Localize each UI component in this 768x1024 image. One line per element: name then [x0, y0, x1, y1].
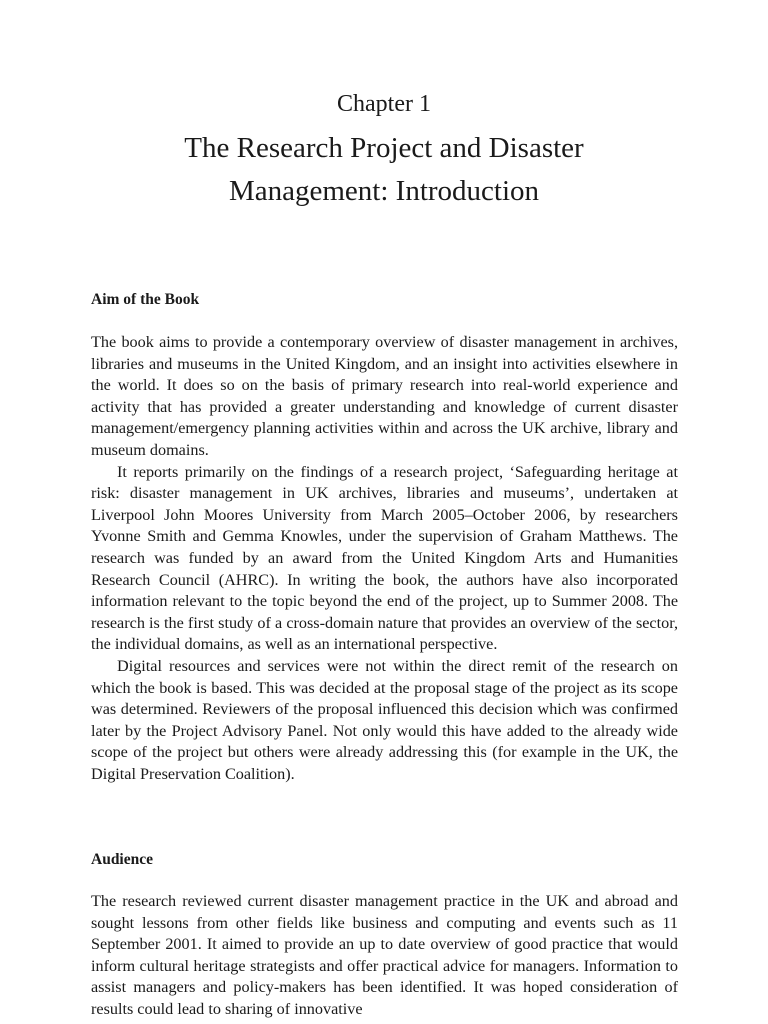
chapter-title	[0, 127, 768, 213]
paragraph: Digital resources and services were not within the direct remit of the research on which the book is based. This was decided at the proposal stage of the project as its scope was determined. Reviewers of the proposal influenced this decision which was confirmed later by the Project Advisory Panel. Not only would this have added to the already wide scope of the project but others were already addressing this (for example in the UK, the Digital Preservation Coalition).	[91, 656, 678, 783]
section-body-audience	[91, 891, 678, 1021]
paragraph: It reports primarily on the findings of a research project, ‘Safeguarding heritage at risk: disaster management in UK archives, libraries and museums’, undertaken at Liverpool John Moores University from March 2005–October 2006, by researchers Yvonne Smith and Gemma Knowles, under the supervision of Graham Matthews. The research was funded by an award from the United Kingdom Arts and Humanities Research Council (AHRC). In writing the book, the authors have also incorporated information relevant to the topic beyond the end of the project, up to Summer 2008. The research is the first study of a cross-domain nature that provides an overview of the sector, the individual domains, as well as an international perspective.	[91, 462, 678, 654]
section-body-aim	[91, 332, 678, 785]
chapter-title-line-1: The Research Project and Disaster	[184, 132, 584, 164]
chapter-label: Chapter 1	[337, 91, 431, 117]
paragraph: The book aims to provide a contemporary overview of disaster management in archives, libraries and museums in the United Kingdom, and an insight into activities elsewhere in the world. It does so on the basis of primary research into real-world experience and activity that has provided a greater understanding and knowledge of current disaster management/emergency planning activities within and across the UK archive, library and museum domains.	[91, 333, 678, 459]
chapter-title-line-2: Management: Introduction	[228, 175, 540, 207]
section-heading-audience: Audience	[91, 851, 153, 868]
paragraph: The research reviewed current disaster management practice in the UK and abroad and sought lessons from other fields like business and computing and events such as 11 September 2001. It aimed to provide an up to date overview of good practice that would inform cultural heritage strategists and offer practical advice for managers. Information to assist managers and policy-makers has been identified. It was hoped consideration of results could lead to sharing of innovative	[91, 892, 678, 1018]
section-heading-aim: Aim of the Book	[91, 291, 200, 308]
